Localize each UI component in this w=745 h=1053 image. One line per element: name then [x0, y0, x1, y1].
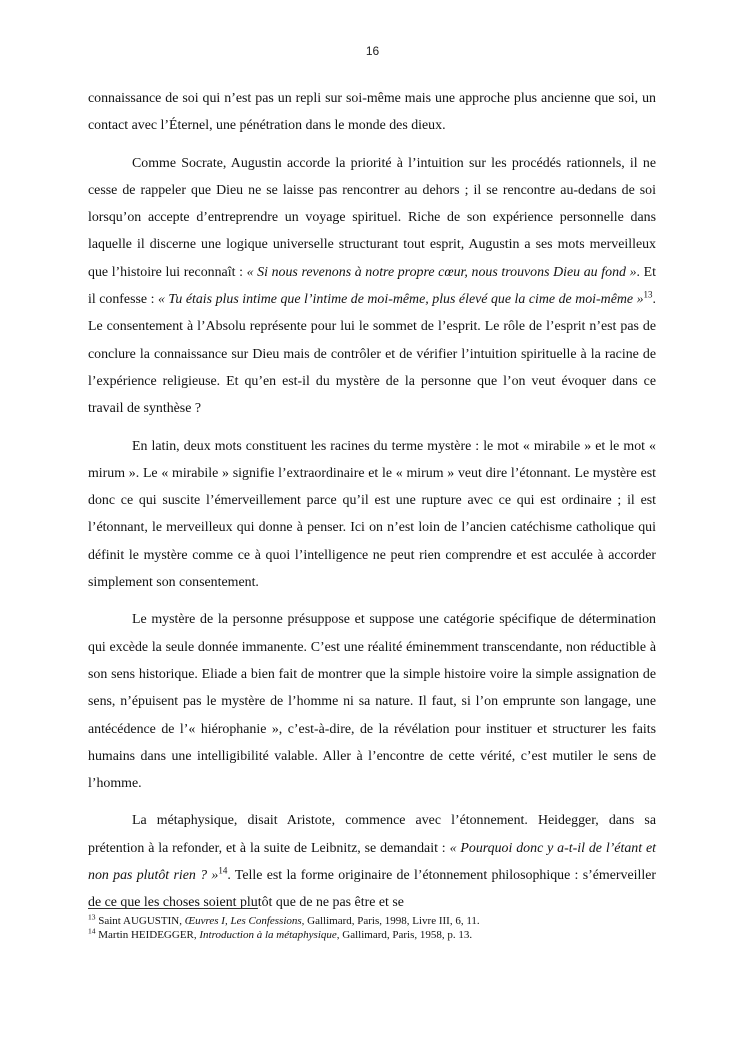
text-run: Le mystère de la personne présuppose et suppose une catégorie spécifique de détermination qui excède la seule donnée immanente. C’est une réalité éminemment transcendante, non réductible à son sens historique. Eliade a bien fait de montrer que la simple histoire voire la simple assignation de sens, n’épuisent pas le mystère de l’homme ni sa nature. Il faut, si l’on emprunte son langage, une antécédence de l’« hiérophanie », c’est-à-dire, de la révélation pour instituer et structurer les faits humains dans une intelligibilité valable. Aller à l’encontre de cette vérité, c’est mutiler le sens de l’homme. [88, 612, 656, 792]
text-run: Martin HEIDEGGER, [95, 929, 200, 941]
paragraph-5 [88, 807, 656, 916]
footnote-ref: 14 [88, 926, 96, 936]
footnote-separator [88, 908, 258, 909]
text-run: Saint AUGUSTIN, [95, 915, 185, 927]
text-run: . Le consentement à l’Absolu représente pour lui le sommet de l’esprit. Le rôle de l’esprit n’est pas de conclure la connaissance sur Dieu mais de contrôler et de vérifier l’intuition spirituelle à la racine de l’expérience religieuse. Et qu’en est-il du mystère de la personne que l’on veut évoquer dans ce travail de synthèse ? [88, 292, 656, 417]
footnote-ref: 13 [643, 289, 653, 300]
italic-quote: Introduction à la métaphysique [199, 929, 337, 941]
text-run: , Gallimard, Paris, 1958, p. 13. [336, 929, 473, 941]
italic-quote: « Tu étais plus intime que l’intime de moi-même, plus élevé que la cime de moi-même » [157, 292, 644, 308]
text-run: Gallimard, Paris, 1998, Livre III, 6, 11. [304, 915, 480, 927]
body-text [88, 85, 656, 917]
text-run: . Telle est la forme originaire de l’étonnement philosophique : s’émerveiller de ce que les choses soient plutôt que de ne pas être et se [88, 868, 656, 911]
text-run: La métaphysique, disait Aristote, commence avec l’étonnement. Heidegger, dans sa prétention à la refonder, et à la suite de Leibnitz, se demandait : [88, 813, 656, 856]
paragraph-1 [88, 85, 656, 140]
footnote-ref: 13 [88, 912, 96, 922]
text-run: En latin, deux mots constituent les racines du terme mystère : le mot « mirabile » et le mot « mirum ». Le « mirabile » signifie l’extraordinaire et le « mirum » veut dire l’étonnant. Le mystère est donc ce qui suscite l’émerveillement parce qu’il est une rupture avec ce qui est ordinaire ; il est l’étonnant, le merveilleux qui donne à penser. Ici on n’est loin de l’ancien catéchisme catholique qui définit le mystère comme ce à quoi l’intelligence ne peut rien comprendre et est acculée à accorder simplement son consentement. [88, 438, 656, 591]
italic-quote: « Pourquoi donc y a-t-il de l’étant et non pas plutôt rien ? » [88, 840, 656, 884]
text-run: connaissance de soi qui n’est pas un repli sur soi-même mais une approche plus ancienne que soi, un contact avec l’Éternel, une pénétration dans le monde des dieux. [88, 91, 656, 134]
text-run: Comme Socrate, Augustin accorde la priorité à l’intuition sur les procédés rationnels, il ne cesse de rappeler que Dieu ne se laisse pas rencontrer au dehors ; il se rencontre au-dedans de soi lorsqu’on accepte d’entreprendre un voyage spirituel. Riche de son expérience personnelle dans laquelle il discerne une logique universelle structurant tout esprit, Augustin a ses mots merveilleux que l’histoire lui reconnaît : [88, 155, 656, 280]
footnote-14 [88, 928, 668, 942]
page-number: 16 [365, 44, 380, 58]
paragraph-3 [88, 433, 656, 597]
footnotes [88, 914, 668, 942]
footnote-13 [88, 914, 668, 928]
paragraph-2 [88, 150, 656, 423]
paragraph-4 [88, 606, 656, 797]
footnote-ref: 14 [218, 865, 228, 876]
italic-quote: Œuvres I, Les Confessions, [184, 915, 305, 927]
text-run: . Et il confesse : [88, 264, 656, 308]
italic-quote: « Si nous revenons à notre propre cœur, nous trouvons Dieu au fond » [246, 264, 637, 280]
